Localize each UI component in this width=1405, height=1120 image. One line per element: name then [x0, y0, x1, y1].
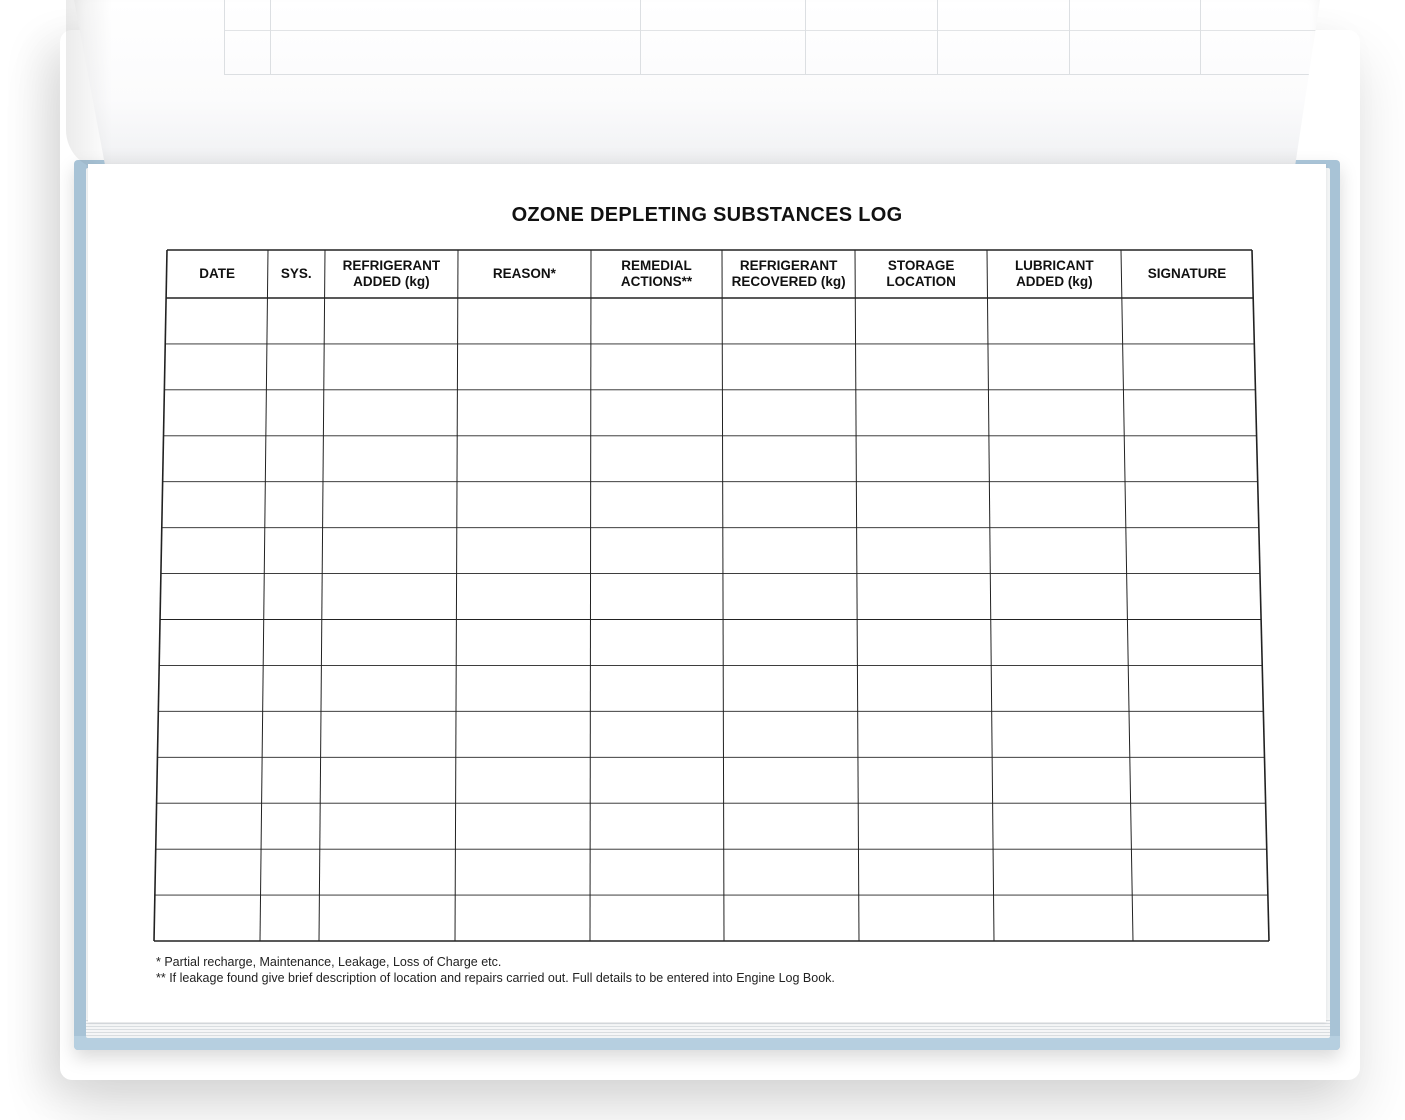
column-header: LUBRICANT ADDED (kg)	[1014, 258, 1094, 289]
column-header: SYS.	[280, 266, 312, 281]
column-header: SIGNATURE	[1147, 266, 1227, 281]
upper-page-ghost-table	[224, 0, 1326, 75]
table-column-line	[260, 250, 268, 941]
table-column-line	[455, 250, 458, 941]
column-header: DATE	[199, 266, 235, 281]
column-header: REFRIGERANT ADDED (kg)	[342, 258, 441, 289]
upper-page-flipped	[74, 0, 1320, 166]
page-title: OZONE DEPLETING SUBSTANCES LOG	[511, 204, 903, 226]
column-header: REASON*	[492, 266, 556, 281]
column-header: STORAGE LOCATION	[886, 258, 956, 289]
log-table-grid	[152, 248, 1272, 944]
table-column-line	[722, 250, 724, 941]
log-table	[152, 248, 1272, 944]
table-column-line	[987, 250, 994, 941]
table-column-line	[319, 250, 325, 941]
column-header: REFRIGERANT RECOVERED (kg)	[731, 258, 846, 289]
book-cover-edge	[74, 1036, 1340, 1050]
table-column-line	[154, 250, 167, 941]
column-header: REMEDIAL ACTIONS**	[620, 258, 693, 289]
footnote-reason: * Partial recharge, Maintenance, Leakage, Loss of Charge etc.	[156, 955, 502, 969]
table-column-line	[855, 250, 859, 941]
table-column-line	[590, 250, 591, 941]
footnote-remedial: ** If leakage found give brief description of location and repairs carried out. Full details to be entered into Engine Log Book.	[156, 971, 835, 985]
page-curl-shadow	[66, 0, 112, 170]
table-column-line	[1252, 250, 1269, 941]
table-column-line	[1121, 250, 1133, 941]
